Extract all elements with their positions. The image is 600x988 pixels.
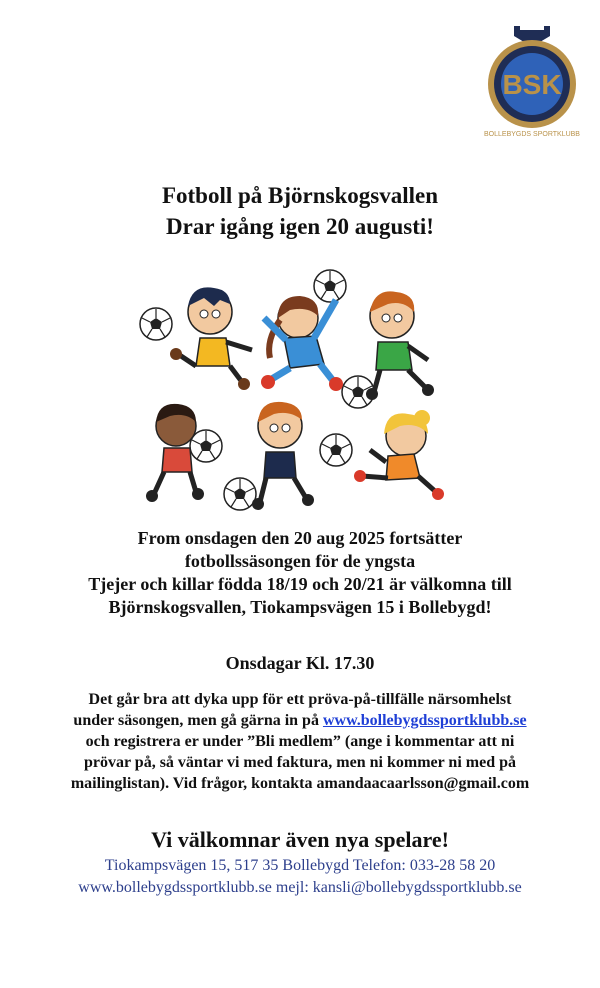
- soccer-ball-icon: [314, 270, 346, 302]
- schedule-text: Onsdagar Kl. 17.30: [225, 653, 375, 673]
- kid-green-shirt: [366, 291, 434, 400]
- welcome-heading: Vi välkomnar även nya spelare!: [151, 827, 449, 852]
- contact-info: [0, 855, 600, 899]
- bsk-logo: [484, 22, 580, 142]
- kid-goalkeeper: [261, 296, 343, 391]
- soccer-ball-icon: [140, 308, 172, 340]
- logo-text: BSK: [502, 69, 562, 100]
- soccer-ball-icon: [224, 478, 256, 510]
- intro-line-2: fotbollssäsongen för de yngsta: [184, 551, 416, 571]
- logo-ring-text: BOLLEBYGDS SPORTKLUBB: [484, 131, 580, 138]
- intro-line-4: Björnskogsvallen, Tiokampsvägen 15 i Bollebygd!: [108, 597, 492, 617]
- info-line-1: Det går bra att dyka upp för ett pröva-på-tillfälle närsomhelst: [88, 691, 512, 708]
- kid-yellow-shirt: [170, 287, 252, 390]
- soccer-ball-icon: [320, 434, 352, 466]
- kid-blonde-girl: [354, 410, 444, 500]
- info-line-5: mailinglistan). Vid frågor, kontakta amandaacaarlsson@gmail.com: [70, 775, 530, 792]
- club-website-link[interactable]: www.bollebygdssportklubb.se: [322, 712, 527, 729]
- title-line-1: Fotboll på Björnskogsvallen: [161, 183, 439, 208]
- intro-line-1: From onsdagen den 20 aug 2025 fortsätter: [137, 528, 463, 548]
- info-line-4: prövar på, så väntar vi med faktura, men ni kommer ni med på: [83, 754, 516, 771]
- info-line-2: [0, 710, 600, 731]
- intro-line-3: Tjejer och killar födda 18/19 och 20/21 är välkomna till: [88, 574, 512, 594]
- children-playing-soccer-illustration: [130, 258, 450, 520]
- page-title: [0, 180, 600, 242]
- info-paragraph: [0, 689, 600, 794]
- contact-line-2: www.bollebygdssportklubb.se mejl: kansli@bollebygdssportklubb.se: [78, 879, 522, 896]
- contact-line-1: Tiokampsvägen 15, 517 35 Bollebygd Telefon: 033-28 58 20: [104, 857, 496, 874]
- info-line-2-text: under säsongen, men gå gärna in på: [73, 712, 323, 729]
- logo-crown: [514, 26, 550, 42]
- title-line-2: Drar igång igen 20 augusti!: [166, 214, 434, 239]
- intro-text: [0, 527, 600, 619]
- soccer-ball-icon: [190, 430, 222, 462]
- kid-navy-shirt: [252, 402, 314, 510]
- info-line-3: och registrera er under ”Bli medlem” (ange i kommentar att ni: [85, 733, 515, 750]
